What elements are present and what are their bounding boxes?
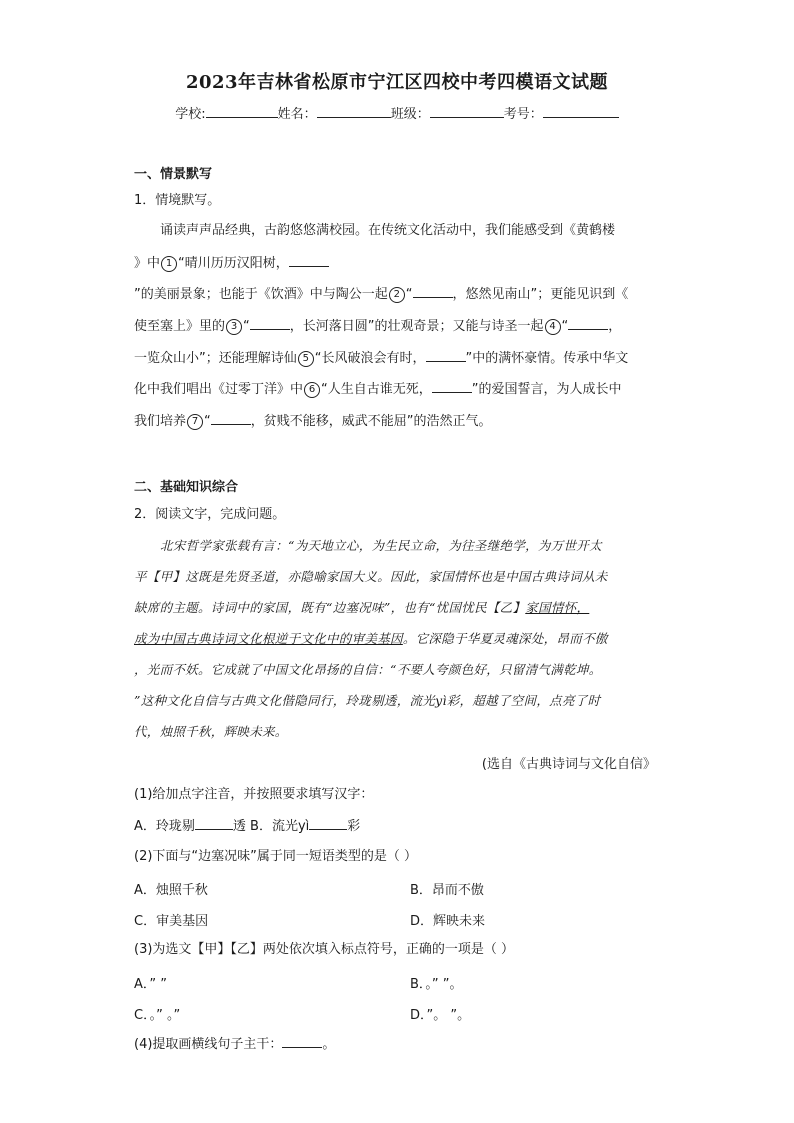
name-blank[interactable] <box>317 104 391 118</box>
sub3-option-d[interactable]: D．”。 ”。 <box>410 1008 471 1023</box>
passage-line2: 平【甲】这既是先贤圣道，亦隐喻家国大义。因此，家国情怀也是中国古典诗词从未 <box>134 569 608 584</box>
sub2-option-c[interactable]: C．审美基因 <box>134 914 209 929</box>
school-blank[interactable] <box>206 104 278 118</box>
section2-heading: 二、基础知识综合 <box>134 480 239 495</box>
underlined-sentence-part2: 成为中国古典诗词文化根逆于文化中的审美基因 <box>134 631 403 646</box>
sub2-option-d[interactable]: D．辉映未来 <box>410 914 486 929</box>
student-info-line <box>0 103 794 122</box>
q1-text-line5: 一览众山小”；还能理解诗仙 5 “长风破浪会有时， ”中的满怀豪情。传承中华文 <box>134 351 629 366</box>
answer-blank-3[interactable] <box>250 317 290 330</box>
sub3-option-a[interactable]: A．” ” <box>134 977 167 992</box>
class-blank[interactable] <box>430 104 504 118</box>
page-title: 2023年吉林省松原市宁江区四校中考四模语文试题 <box>185 72 609 93</box>
class-label: 班级： <box>390 107 430 122</box>
answer-blank-2[interactable] <box>413 285 453 298</box>
hanzi-blank-b[interactable] <box>309 817 347 830</box>
sub-question-1-options: A．玲珑剔 透 B．流光yì 彩 <box>134 819 361 834</box>
pinyin-blank-a[interactable] <box>195 817 233 830</box>
exam-no-label: 考号： <box>503 107 543 122</box>
sub-question-2: (2)下面与“边塞况味”属于同一短语类型的是（ ） <box>134 849 418 864</box>
passage-source: (选自《古典诗词与文化自信》 <box>481 757 656 772</box>
sub-question-1: (1)给加点字注音，并按照要求填写汉字： <box>134 787 374 802</box>
circle-number-7: 7 <box>187 414 203 430</box>
q1-text-line3: ”的美丽景象；也能于《饮酒》中与陶公一起 2 “ ，悠然见南山”；更能见识到《 <box>134 287 629 302</box>
q1-text-line7: 我们培养 7 “ ，贫贱不能移，威武不能屈”的浩然正气。 <box>134 414 492 429</box>
school-label: 学校: <box>175 107 206 122</box>
q1-text-line2: 》中 1 “晴川历历汉阳树， <box>134 254 329 273</box>
name-label: 姓名： <box>277 107 317 122</box>
answer-blank-7[interactable] <box>211 412 251 425</box>
sub3-option-b[interactable]: B．。” ”。 <box>410 977 463 992</box>
circle-number-4: 4 <box>545 319 561 335</box>
answer-blank-5[interactable] <box>426 349 466 362</box>
sub-question-4: (4)提取画横线句子主干： 。 <box>134 1037 336 1052</box>
sub2-option-a[interactable]: A．烛照千秋 <box>134 883 208 898</box>
passage-line5: ，光而不妖。它成就了中国文化昂扬的自信：“不要人夸颜色好，只留清气满乾坤。 <box>134 662 602 677</box>
sentence-trunk-blank[interactable] <box>282 1035 322 1048</box>
sub2-option-b[interactable]: B．昂而不傲 <box>410 883 484 898</box>
section1-heading: 一、情景默写 <box>134 167 213 182</box>
circle-number-5: 5 <box>298 351 314 367</box>
passage-line6: ”这种文化自信与古典文化偕隐同行，玲珑剔透，流光yì彩，超越了空间，点亮了时 <box>134 693 601 708</box>
exam-no-blank[interactable] <box>543 104 619 118</box>
answer-blank-1[interactable] <box>289 254 329 267</box>
circle-number-2: 2 <box>389 287 405 303</box>
circle-number-6: 6 <box>304 382 320 398</box>
q1-text-line1: 诵读声声品经典，古韵悠悠满校园。在传统文化活动中，我们能感受到《黄鹤楼 <box>160 223 616 238</box>
underlined-sentence-part1: 家国情怀， <box>525 600 590 615</box>
circle-number-3: 3 <box>226 319 242 335</box>
passage-line4: 成为中国古典诗词文化根逆于文化中的审美基因。它深隐于华夏灵魂深处，昂而不傲 <box>134 631 608 646</box>
sub3-option-c[interactable]: C．。” 。” <box>134 1008 181 1023</box>
passage-line1: 北宋哲学家张载有言：“为天地立心，为生民立命，为往圣继绝学，为万世开太 <box>160 538 602 553</box>
passage-line3: 缺席的主题。诗词中的家国，既有“边塞况味”，也有“忧国忧民【乙】家国情怀， <box>134 600 590 615</box>
answer-blank-4[interactable] <box>568 317 608 330</box>
answer-blank-6[interactable] <box>432 380 472 393</box>
q1-text-line4: 使至塞上》里的 3 “ ，长河落日圆”的壮观奇景；又能与诗圣一起 4 “ ， <box>134 319 622 334</box>
question2-label: 2．阅读文字，完成问题。 <box>134 507 286 522</box>
circle-number-1: 1 <box>161 256 177 272</box>
passage-line7: 代，烛照千秋，辉映未来。 <box>134 724 288 739</box>
sub-question-3: (3)为选文【甲】【乙】两处依次填入标点符号，正确的一项是（ ） <box>134 942 515 957</box>
question1-label: 1．情境默写。 <box>134 193 221 208</box>
q1-text-line6: 化中我们唱出《过零丁洋》中 6 “人生自古谁无死， ”的爱国誓言，为人成长中 <box>134 382 622 397</box>
